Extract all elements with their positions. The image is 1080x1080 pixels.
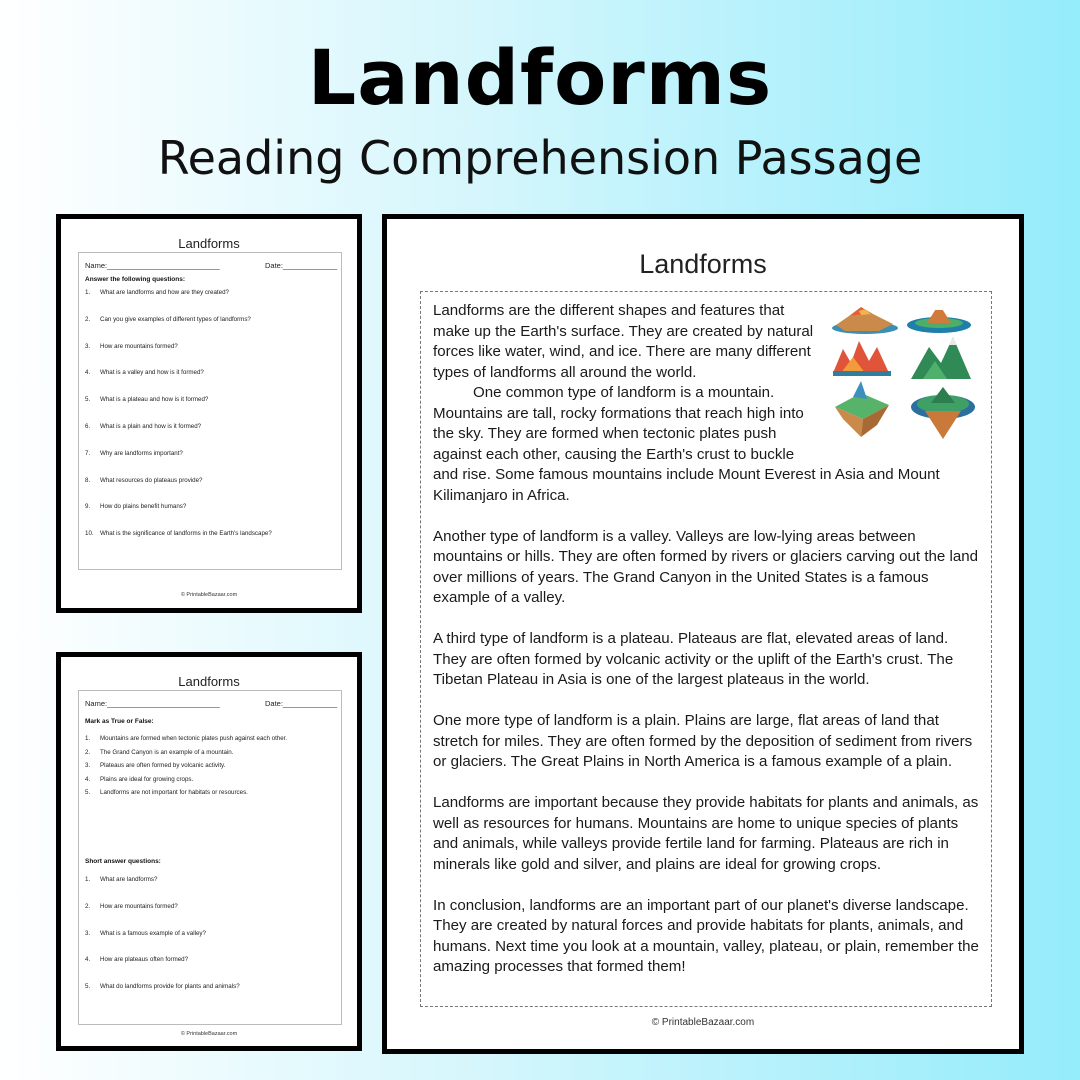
- short-answer-item: [85, 876, 157, 883]
- item-number: 3.: [85, 342, 91, 350]
- question-item: [85, 369, 204, 376]
- item-number: 1.: [85, 735, 91, 742]
- worksheet-footer: © PrintableBazaar.com: [180, 1031, 238, 1037]
- floating-cliff-icon: [835, 381, 889, 437]
- page-title: Landforms: [307, 33, 773, 122]
- item-text: What is a plain and how is it formed?: [100, 423, 202, 430]
- worksheet-questions-preview: [56, 214, 362, 613]
- item-text: What resources do plateaus provide?: [100, 476, 203, 484]
- item-number: 4.: [85, 956, 91, 964]
- item-number: 1.: [85, 876, 91, 883]
- short-answer-item: [85, 983, 240, 990]
- worksheet-title: Landforms: [178, 674, 240, 689]
- item-number: 3.: [85, 929, 91, 937]
- short-answer-item: [85, 930, 206, 937]
- item-number: 3.: [85, 762, 91, 769]
- item-text: Can you give examples of different types of landforms?: [100, 315, 251, 323]
- page-subtitle: Reading Comprehension Passage: [157, 131, 923, 185]
- item-number: 4.: [85, 775, 91, 783]
- question-item: [85, 316, 251, 323]
- date-field-label: Date:_____________: [265, 699, 338, 708]
- floating-island-icon: [911, 387, 975, 439]
- passage-body: [433, 301, 981, 998]
- item-text: Plains are ideal for growing crops.: [100, 775, 194, 783]
- plateau-icon: [832, 307, 898, 334]
- item-text: Landforms are not important for habitats or resources.: [100, 789, 248, 796]
- name-field-label: Name:___________________________: [85, 261, 220, 270]
- passage-paragraph-mountain: One common type of landform is a mountain. Mountains are tall, rocky formations that reach high into the sky. They are formed when tectonic plates push against each other, causing the Earth's crust to buckle and rise. Some famous mountains include Mount Everest in Asia and Mount Kilimanjaro in Africa.: [433, 384, 940, 504]
- reading-passage-page: [382, 214, 1024, 1054]
- true-false-item: [85, 789, 248, 796]
- landforms-illustration: [831, 301, 981, 441]
- item-text: What is a valley and how is it formed?: [100, 369, 204, 377]
- item-text: What are landforms?: [100, 876, 158, 883]
- item-number: 4.: [85, 369, 91, 377]
- item-number: 1.: [85, 289, 91, 296]
- item-text: Mountains are formed when tectonic plates push against each other.: [100, 735, 288, 742]
- item-number: 9.: [85, 503, 91, 511]
- item-text: How are plateaus often formed?: [100, 956, 189, 964]
- date-field-label: Date:_____________: [265, 261, 338, 270]
- question-item: [85, 530, 272, 537]
- passage-title: Landforms: [639, 249, 767, 279]
- item-text: Plateaus are often formed by volcanic activity.: [100, 762, 226, 769]
- item-number: 5.: [85, 789, 91, 796]
- passage-footer: © PrintableBazaar.com: [651, 1017, 755, 1028]
- item-text: How are mountains formed?: [100, 902, 178, 910]
- worksheet-true-false-preview: [56, 652, 362, 1051]
- passage-paragraph-plateau: A third type of landform is a plateau. Plateaus are flat, elevated areas of land. They are often formed by volcanic activity or the uplift of the Earth's crust. The Tibetan Plateau in Asia is one of the largest plateaus in the world.: [433, 630, 954, 688]
- item-number: 5.: [85, 983, 91, 991]
- question-item: [85, 423, 201, 430]
- item-text: What is a plateau and how is it formed?: [100, 396, 209, 404]
- passage-paragraph-valley: Another type of landform is a valley. Valleys are low-lying areas between mountains or hills. They are often formed by rivers or glaciers carving out the land over millions of years. The Grand Canyon in the United States is a famous example of a valley.: [433, 527, 979, 606]
- item-number: 10.: [85, 530, 94, 538]
- question-item: [85, 477, 203, 484]
- item-number: 2.: [85, 315, 91, 323]
- true-false-item: [85, 776, 193, 783]
- question-item: [85, 289, 229, 296]
- question-item: [85, 503, 186, 510]
- true-false-item: [85, 749, 233, 756]
- worksheet-title: Landforms: [178, 236, 240, 251]
- item-text: The Grand Canyon is an example of a mountain.: [100, 748, 234, 756]
- item-number: 8.: [85, 476, 91, 484]
- true-false-item: [85, 735, 287, 742]
- item-number: 6.: [85, 423, 91, 430]
- item-text: How are mountains formed?: [100, 342, 178, 350]
- green-mountains-icon: [911, 337, 971, 379]
- instructions-heading: Answer the following questions:: [85, 276, 186, 283]
- item-text: What is the significance of landforms in the Earth's landscape?: [100, 530, 272, 538]
- worksheet-frame: [78, 252, 342, 570]
- item-number: 5.: [85, 396, 91, 404]
- item-text: What are landforms and how are they created?: [100, 289, 229, 296]
- question-item: [85, 450, 183, 457]
- passage-paragraph-conclusion: In conclusion, landforms are an important part of our planet's diverse landscape. They are created by natural forces and provide habitats for plants, animals, and humans. Next time you look at a mountain, valley, plateau, or plain, remember the amazing processes that formed them!: [433, 896, 979, 975]
- item-number: 2.: [85, 902, 91, 910]
- item-text: Why are landforms important?: [100, 449, 183, 457]
- passage-paragraph-intro: Landforms are the different shapes and features that make up the Earth's surface. They are created by natural forces like water, wind, and ice. There are many different types of landforms all around the world.: [433, 302, 814, 381]
- item-text: What is a famous example of a valley?: [100, 929, 206, 937]
- short-answer-item: [85, 903, 178, 910]
- true-false-heading: Mark as True or False:: [85, 718, 154, 725]
- passage-paragraph-plain: One more type of landform is a plain. Plains are large, flat areas of land that stretch for miles. They are often formed by the deposition of sediment from rivers or glaciers. The Great Plains in North America is a famous example of a plain.: [433, 712, 973, 770]
- true-false-item: [85, 762, 225, 769]
- worksheet-footer: © PrintableBazaar.com: [180, 592, 238, 598]
- island-mountain-icon: [907, 304, 971, 333]
- short-answer-heading: Short answer questions:: [85, 858, 161, 865]
- item-number: 7.: [85, 449, 91, 457]
- short-answer-item: [85, 956, 188, 963]
- item-text: What do landforms provide for plants and animals?: [100, 983, 240, 991]
- item-number: 2.: [85, 748, 91, 756]
- volcanic-range-icon: [833, 341, 891, 376]
- passage-paragraph-importance: Landforms are important because they provide habitats for plants and animals, as well as resources for humans. Mountains are home to unique species of plants and animals, while valleys provide fertile land for farming. Plateaus are rich in minerals like gold and silver, and plains are ideal for growing crops.: [433, 794, 979, 873]
- item-text: How do plains benefit humans?: [100, 503, 187, 511]
- question-item: [85, 343, 178, 350]
- name-field-label: Name:___________________________: [85, 699, 220, 708]
- question-item: [85, 396, 208, 403]
